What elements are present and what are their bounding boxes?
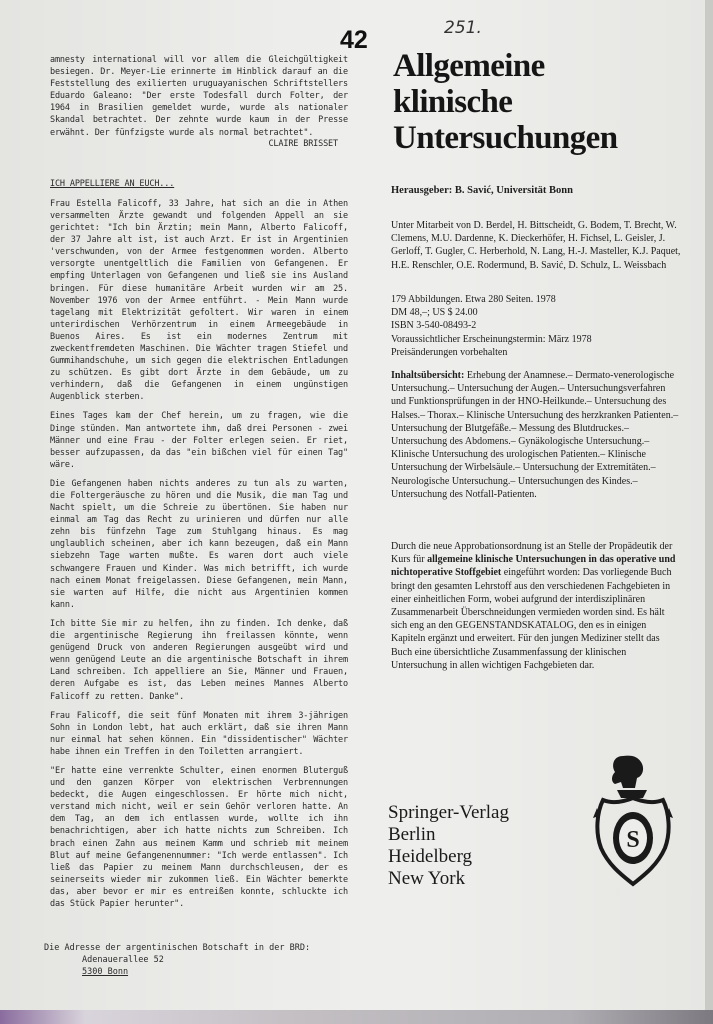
page-edge (705, 0, 713, 1024)
publisher-block (388, 802, 509, 890)
embassy-address (44, 942, 344, 978)
title-line: Untersuchungen (393, 120, 618, 156)
address-intro: Die Adresse der argentinischen Botschaft in der BRD: (44, 943, 311, 953)
article-paragraph: Eines Tages kam der Chef herein, um zu fragen, wie die Dinge stünden. Man antwortete ihm, daß drei Personen - zwei Männer und eine Frau - der Folter erlegen seien. Er riet, besser aufzupassen, da das "ein bißchen viel für einen Tag" wäre. (50, 411, 348, 470)
publisher-city: Berlin (388, 824, 436, 845)
book-collaborators: Unter Mitarbeit von D. Berdel, H. Bittscheidt, G. Bodem, T. Brecht, W. Clemens, M.U. Dardenne, K. Dieckerhöfer, H. Fichsel, L. Geisler, J. Gerloff, T. Gugler, C. Herberhold, N. Lang, H.-J. Masteller, K.J. Paquet, H.E. Renschler, O.E. Rodermund, B. Savić, D. Schulz, L. Weissbach (391, 220, 681, 271)
fact-line: Voraussichtlicher Erscheinungstermin: März 1978 (391, 333, 592, 345)
address-line: 5300 Bonn (82, 967, 129, 977)
book-contents (391, 369, 681, 501)
book-title (393, 48, 693, 156)
page-number: 42 (340, 26, 368, 54)
book-facts (391, 293, 681, 359)
article-paragraph: amnesty international will vor allem die Gleichgültigkeit besiegen. Dr. Meyer-Lie erinnerte im Hinblick darauf an die Feststellung des exilierten uruguayanischen Schriftstellers Eduardo Galeano: "Der erste Todesfall durch Folter, der 1964 in Brasilien gemeldet wurde, wurde als nationaler Skandal betrachtet. Der zehnte wurde kaum in der Presse erwähnt. Der fünfzigste wurde als normal betrachtet". (50, 55, 348, 138)
publisher-city: Heidelberg (388, 846, 473, 867)
article-paragraph: Frau Estella Falicoff, 33 Jahre, hat sich an die in Athen versammelten Ärzte gewandt und folgenden Appell an sie gerichtet: "Ich bin Ärztin; mein Mann, Alberto Falicoff, der 37 Jahre alt ist, ist auch Arzt. Er ist in Argentinien 'verschwunden, von der Armee festgenommen worden. Alberto versorgte unentgeltlich die Familien von Gefangenen. Er empfing Unterlagen von Gefangenen und ließ sie ins Ausland bringen. Für diese humanitäre Arbeit wurden wir am 25. November 1976 von der Armee entführt. - Mein Mann wurde tagelang mit Elektrizität gefoltert. Wir waren in einem unterirdischen Verhörzentrum in einem Armeegebäude in Buenos Aires. Es ist ein modernes Zentrum mit zweckentfremdeten Maschinen. Die Wächter tragen Stiefel und Gummihandschuhe, um sich gegen die elektrischen Entladungen zu schützen. Es gibt dort Ärzte in dem Gebäude, um zu verhindern, daß die Gefangenen in einem ungünstigen Augenblick sterben. (50, 198, 348, 403)
fact-line: DM 48,–; US $ 24.00 (391, 307, 478, 319)
svg-text:S: S (626, 827, 640, 853)
address-line: Adenauerallee 52 (82, 955, 164, 965)
contents-text: Erhebung der Anamnese.– Dermato-venerologische Untersuchung.– Untersuchung der Augen.– Untersuchungsverfahren und Funktionsprüfungen in der HNO-Heilkunde.– Untersuchung des Halses.– Thorax.– Klinische Untersuchung des herzkranken Patienten.– Untersuchung der Blutgefäße.– Messung des Blutdruckes.– Untersuchung des Abdomens.– Gynäkologische Untersuchung.– Klinische Untersuchung des urologischen Patienten.– Klinische Untersuchung der Wirbelsäule.– Untersuchung der Extremitäten.– Neurologische Untersuchung.– Untersuchungen des Kindes.– Untersuchung des Notfall-Patienten. (391, 370, 679, 500)
article-paragraph: Die Gefangenen haben nichts anderes zu tun als zu warten, die Foltergeräusche zu hören und die Musik, die man Tag und Nacht spielt, um die Schreie zu übertönen. Sie haben nur einmal am Tag das Recht zu urinieren und dürfen nur alle zehn bis fünfzehn Tage zum Stuhlgang hinaus. Es mag unglaublich scheinen, aber ich kann bezeugen, daß ein Mann siebzehn Tage warten mußte. Es waren dort auch viele schwangere Frauen und Kinder. Was mich betrifft, ich wurde nach einem Monat freigelassen. Diese Gefangenen, mein Mann, sie warten auf Hilfe, die nicht aus Argentinien kommen kann. (50, 478, 348, 610)
article-column (50, 54, 348, 910)
article-paragraph: Ich bitte Sie mir zu helfen, ihn zu finden. Ich denke, daß die argentinische Regierung ihn freilassen könnte, wenn genügend Druck von anderen Regierungen ausgeübt wird und wenn genügend Leute an die argentinische Botschaft in ihrem Land schreiben. Ich appelliere an Sie, Männer und Frauen, deren Aufgabe es ist, das Leben meines Mannes Alberto Falicoff zu retten. Danke". (50, 618, 348, 702)
article-paragraph: Frau Falicoff, die seit fünf Monaten mit ihrem 3-jährigen Sohn in London lebt, hat auch erklärt, daß sie ihren Mann nur einmal hat sehen können. Ein "dissidentischer" Wächter habe ihnen ein Treffen in den Toiletten arrangiert. (50, 710, 348, 757)
fact-line: Preisänderungen vorbehalten (391, 346, 508, 358)
springer-horse-logo-icon (591, 752, 675, 892)
description-emphasis: allgemeine klinische Untersuchungen in das operative und nichtoperative Stoffgebiet (391, 554, 676, 579)
publisher-name: Springer-Verlag (388, 802, 509, 823)
book-editor: Herausgeber: B. Savić, Universität Bonn (391, 185, 573, 196)
book-description (391, 540, 681, 672)
fact-line: ISBN 3-540-08493-2 (391, 320, 477, 332)
handwritten-number: 251. (444, 18, 482, 38)
article-paragraph: "Er hatte eine verrenkte Schulter, einen enormen Bluterguß und den ganzen Körper von elektrischen Verbrennungen bedeckt, die Augen eingeschlossen. Er hörte mich nicht, verstand mich nicht, weil er sein Gehör verloren hatte. An dem Tag, an dem ich entlassen wurde, wollte ich ihn benachrichtigen, aber ich hatte nichts zum Schreiben. Ich brach einen Zahn aus meinem Kamm und schrieb mit meinem Blut auf meine Gefangenennummer: "Ich werde entlassen". Ich ließ das Papier zu meinem Mann durchschleusen, der es seinerseits wieder mir zukommen ließ. Ein Wächter bemerkte das, aber bevor er mir es entreißen konnte, schluckte ich das Stück Papier herunter". (50, 765, 348, 909)
description-text: Durch die neue Approbationsordnung ist an Stelle der Propädeutik der Kurs für (391, 541, 673, 566)
scan-edge (0, 1010, 713, 1024)
title-line: klinische (393, 84, 513, 120)
publisher-city: New York (388, 868, 466, 889)
fact-line: 179 Abbildungen. Etwa 280 Seiten. 1978 (391, 294, 556, 305)
contents-label: Inhaltsübersicht: (391, 370, 465, 381)
article-heading: ICH APPELLIERE AN EUCH... (50, 178, 175, 189)
title-line: Allgemeine (393, 48, 545, 84)
article-signature: CLAIRE BRISSET (268, 138, 338, 149)
description-text: eingeführt worden: Das vorliegende Buch bringt den gesamten Lehrstoff aus den verschiedenen Fachgebieten in einer einheitlichen Form, wobei aufgrund der interdisziplinären Zusammenarbeit Überschneidungen vermieden worden sind. Es hält sich eng an den GEGENSTANDSKATALOG, den es in einigen Kapiteln ergänzt und erweitert. Für den jungen Mediziner stellt das Buch eine übersichtliche Zusammenfassung der klinischen Untersuchung in allen wichtigen Fachgebieten dar. (391, 567, 672, 671)
